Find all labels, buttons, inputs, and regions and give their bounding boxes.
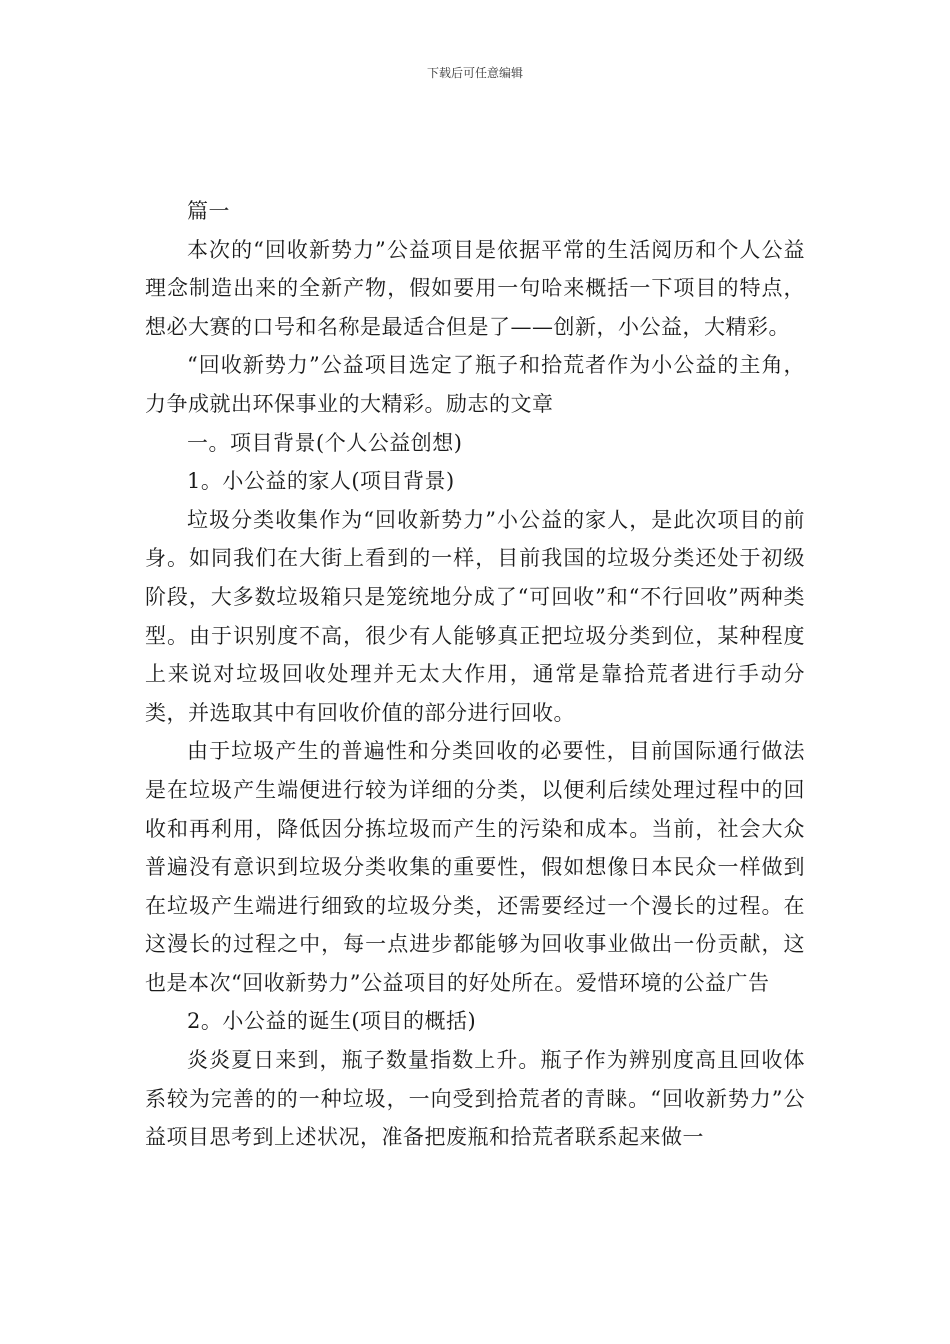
page-header-note: 下载后可任意编辑	[426, 66, 523, 80]
paragraph: 炎炎夏日来到，瓶子数量指数上升。瓶子作为辨别度高且回收体系较为完善的的一种垃圾，一向受到拾荒者的青睐。“回收新势力”公益项目思考到上述状况，准备把废瓶和拾荒者联系起来做一	[145, 1048, 805, 1150]
document-body	[145, 192, 805, 1157]
paragraph: “回收新势力”公益项目选定了瓶子和拾荒者作为小公益的主角，力争成就出环保事业的大精彩。励志的文章	[145, 353, 805, 416]
subsection-heading: 2。小公益的诞生(项目的概括)	[187, 1009, 477, 1034]
paragraph: 本次的“回收新势力”公益项目是依据平常的生活阅历和个人公益理念制造出来的全新产物，假如要用一句哈来概括一下项目的特点，想必大赛的口号和名称是最适合但是了——创新，小公益，大精彩。	[145, 237, 805, 339]
paragraph: 垃圾分类收集作为“回收新势力”小公益的家人，是此次项目的前身。如同我们在大街上看到的一样，目前我国的垃圾分类还处于初级阶段，大多数垃圾箱只是笼统地分成了“可回收”和“不行回收”两种类型。由于识别度不高，很少有人能够真正把垃圾分类到位，某种程度上来说对垃圾回收处理并无太大作用，通常是靠拾荒者进行手动分类，并选取其中有回收价值的部分进行回收。	[145, 507, 805, 725]
paragraph: 由于垃圾产生的普遍性和分类回收的必要性，目前国际通行做法是在垃圾产生端便进行较为详细的分类，以便利后续处理过程中的回收和再利用，降低因分拣垃圾而产生的污染和成本。当前，社会大众普遍没有意识到垃圾分类收集的重要性，假如想像日本民众一样做到在垃圾产生端进行细致的垃圾分类，还需要经过一个漫长的过程。在这漫长的过程之中，每一点进步都能够为回收事业做出一份贡献，这也是本次“回收新势力”公益项目的好处所在。爱惜环境的公益广告	[145, 739, 805, 995]
section-heading: 一。项目背景(个人公益创想)	[187, 430, 463, 455]
section-title: 篇一	[187, 199, 230, 223]
subsection-heading: 1。小公益的家人(项目背景)	[187, 469, 455, 494]
